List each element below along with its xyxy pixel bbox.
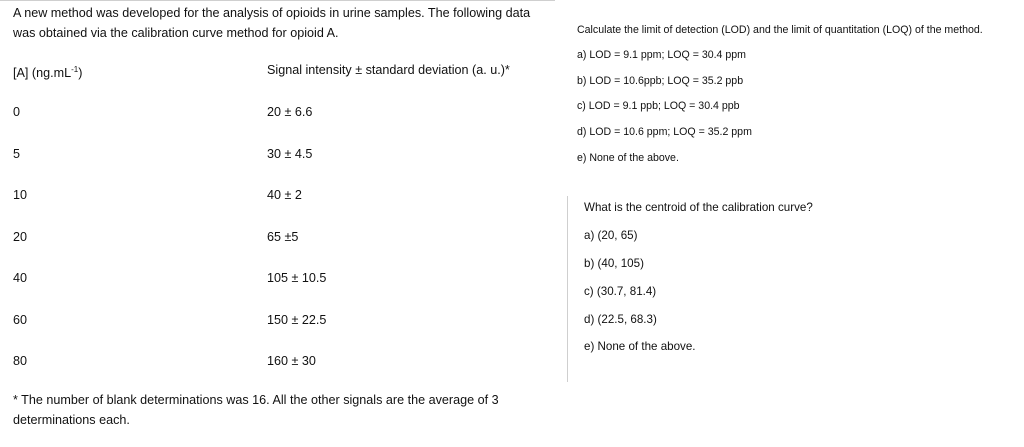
question-1-prompt: Calculate the limit of detection (LOD) and the limit of quantitation (LOQ) of the method. bbox=[577, 24, 983, 36]
problem-intro bbox=[13, 3, 553, 43]
table-cell-conc: 40 bbox=[13, 271, 28, 285]
table-cell-signal: 105 ± 10.5 bbox=[267, 271, 327, 285]
question-1-option-b: b) LOD = 10.6ppb; LOQ = 35.2 ppb bbox=[577, 75, 744, 87]
question-2-option-a: a) (20, 65) bbox=[584, 229, 638, 242]
table-cell-conc: 60 bbox=[13, 313, 28, 327]
header-divider bbox=[0, 0, 555, 1]
header-conc-sup: -1 bbox=[71, 65, 79, 74]
question-1-option-e: e) None of the above. bbox=[577, 152, 679, 164]
table-cell-conc: 20 bbox=[13, 230, 28, 244]
footnote-line-2: determinations each. bbox=[13, 413, 130, 427]
question-2-option-c: c) (30.7, 81.4) bbox=[584, 285, 657, 298]
table-cell-conc: 80 bbox=[13, 354, 28, 368]
question-2-prompt: What is the centroid of the calibration curve? bbox=[584, 201, 813, 214]
table-cell-signal: 65 ±5 bbox=[267, 230, 299, 244]
header-conc-end: ) bbox=[78, 66, 83, 81]
table-cell-signal: 40 ± 2 bbox=[267, 188, 302, 202]
header-conc-main: [A] (ng.mL bbox=[13, 66, 72, 81]
question-1-option-d: d) LOD = 10.6 ppm; LOQ = 35.2 ppm bbox=[577, 126, 752, 138]
footnote bbox=[13, 390, 533, 430]
intro-line-2: was obtained via the calibration curve method for opioid A. bbox=[13, 26, 339, 40]
table-cell-conc: 10 bbox=[13, 188, 28, 202]
column-header-concentration bbox=[13, 62, 82, 81]
question-2-option-b: b) (40, 105) bbox=[584, 257, 644, 270]
question-1-option-c: c) LOD = 9.1 ppb; LOQ = 30.4 ppb bbox=[577, 100, 740, 112]
column-header-signal: Signal intensity ± standard deviation (a. u.)* bbox=[267, 63, 510, 77]
footnote-line-1: * The number of blank determinations was 16. All the other signals are the average of 3 bbox=[13, 393, 499, 407]
table-cell-signal: 30 ± 4.5 bbox=[267, 147, 313, 161]
question-1-option-a: a) LOD = 9.1 ppm; LOQ = 30.4 ppm bbox=[577, 49, 746, 61]
table-cell-conc: 5 bbox=[13, 147, 21, 161]
question-2-option-e: e) None of the above. bbox=[584, 340, 696, 353]
table-cell-conc: 0 bbox=[13, 105, 21, 119]
table-cell-signal: 20 ± 6.6 bbox=[267, 105, 313, 119]
table-cell-signal: 160 ± 30 bbox=[267, 354, 316, 368]
question-2-option-d: d) (22.5, 68.3) bbox=[584, 313, 657, 326]
question-divider bbox=[567, 196, 568, 382]
intro-line-1: A new method was developed for the analysis of opioids in urine samples. The following data bbox=[13, 6, 531, 20]
table-cell-signal: 150 ± 22.5 bbox=[267, 313, 327, 327]
